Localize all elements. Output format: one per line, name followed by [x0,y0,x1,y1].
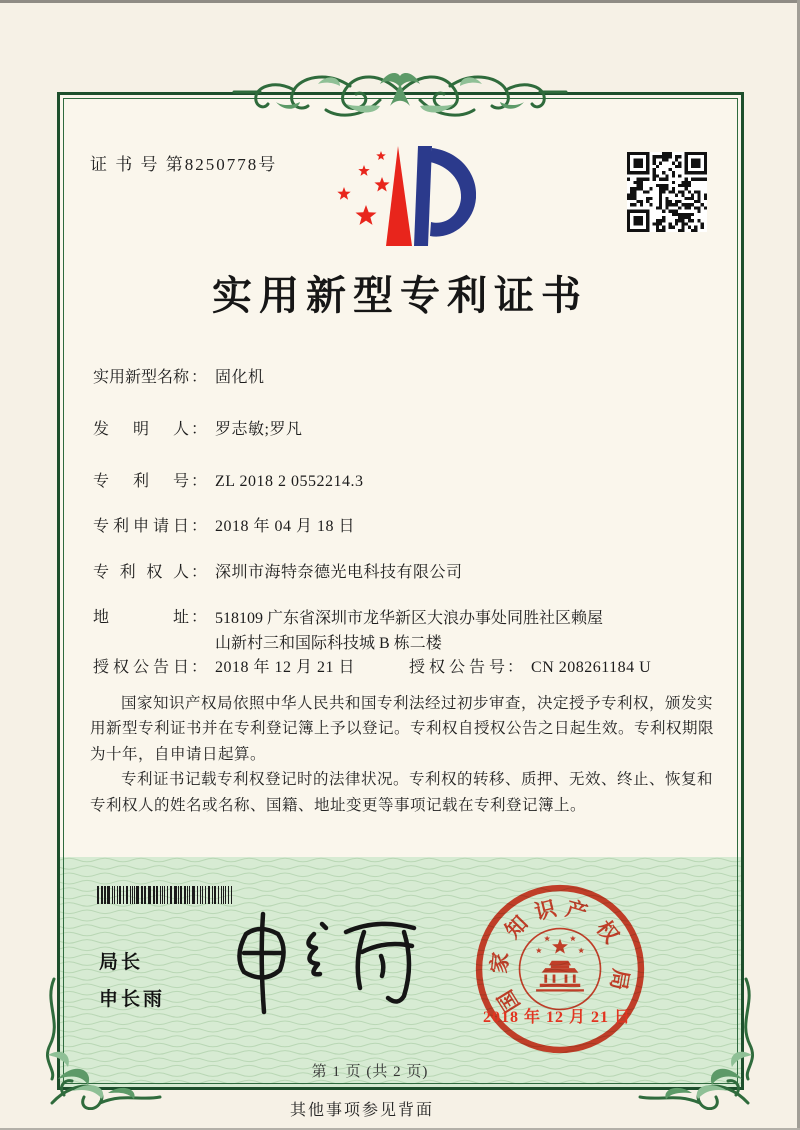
field-row-inventor [93,418,741,442]
svg-text:识: 识 [532,896,559,925]
field-label: 地址 [93,609,189,626]
address-line-1: 518109 广东省深圳市龙华新区大浪办事处同胜社区赖屋 [215,610,604,627]
director-signature-icon [218,900,423,1022]
page-title: 实用新型专利证书 [212,273,588,318]
svg-text:局: 局 [605,966,634,992]
field-label: 授权公告号 [409,659,506,676]
seal-emblem-stars [536,936,584,954]
back-side-note: 其他事项参见背面 [289,1102,434,1119]
logo-stars [337,151,389,225]
field-value: 深圳市海特奈德光电科技有限公司 [215,564,463,581]
field-value: 2018 年 12 月 21 日 [215,659,356,676]
colon: ： [191,609,208,626]
field-label: 实用新型名称 [93,369,190,386]
bottom-left-flourish-icon [38,975,168,1110]
svg-text:国: 国 [493,985,525,1017]
svg-text:产: 产 [563,896,591,926]
field-value: CN 208261184 U [531,659,652,676]
colon: ： [191,518,208,535]
field-label: 专利权人 [93,564,189,581]
legal-text [90,691,720,818]
bottom-right-flourish-icon [632,975,762,1110]
colon: ： [191,564,208,581]
field-value: 罗志敏;罗凡 [215,421,303,438]
field-list [93,366,741,708]
scan-edge-top [0,0,800,3]
field-row-patent-no [93,470,741,494]
top-flourish-icon [230,60,570,132]
colon: ： [191,473,208,490]
field-row-address [93,606,741,656]
colon: ： [191,659,208,676]
field-label: 发明人 [93,421,189,438]
seal-date: 2018 年 12 月 21 日 [483,1009,632,1026]
address-line-2: 山新村三和国际科技城 B 栋二楼 [215,635,442,652]
field-label: 专利申请日 [93,518,189,535]
cnipa-patent-logo-icon [328,142,480,250]
seal-ring-text [486,896,633,1017]
cnipa-seal-icon [468,873,652,1065]
qr-code [627,152,707,232]
svg-text:知: 知 [500,911,533,944]
field-value: 2018 年 04 月 18 日 [215,518,356,535]
director-title: 局长 [99,952,144,973]
field-value: ZL 2018 2 0552214.3 [215,473,364,490]
certificate-number: 证 书 号 第8250778号 [90,155,278,174]
field-row-filing-date [93,515,741,539]
svg-text:家: 家 [486,950,514,975]
director-name: 申长雨 [99,989,166,1010]
colon: ： [191,421,208,438]
legal-paragraph: 专利证书记载专利权登记时的法律状况。专利权的转移、质押、无效、终止、恢复和专利权人的姓名或名称、国籍、地址变更等事项记载在专利登记簿上。 [90,771,714,814]
svg-text:权: 权 [591,916,624,948]
legal-paragraph: 国家知识产权局依照中华人民共和国专利法经过初步审查，决定授予专利权，颁发实用新型专利证书并在专利登记簿上予以登记。专利权自授权公告之日起生效。专利权期限为十年，自申请日起算。 [90,695,715,763]
page-number: 第 1 页 (共 2 页) [311,1064,429,1080]
field-row-grant [93,656,741,680]
field-value [215,606,755,656]
seal-emblem [536,936,584,992]
colon: ： [507,659,524,676]
field-value: 固化机 [215,369,265,386]
field-row-patentee [93,561,741,585]
colon: ： [191,369,208,386]
field-label: 专利号 [93,473,189,490]
field-row-name [93,366,741,390]
field-label: 授权公告日 [93,659,189,676]
